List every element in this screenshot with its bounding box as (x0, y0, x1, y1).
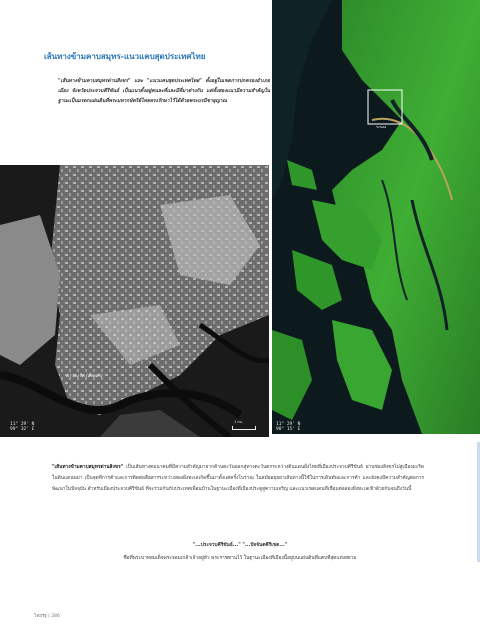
satellite-image-bw (0, 165, 269, 437)
map-box-label: ระนอง (376, 125, 387, 129)
wide-image-coordinate: 11° 29' N 98° 15' E (276, 422, 301, 432)
footer-separator: | (48, 614, 50, 619)
page-number: 286 (51, 614, 60, 619)
footer-section: ไทยรัฐ (34, 614, 47, 619)
quote-caption: ชื่อที่พระบาทสมเด็จพระจอมเกล้าเจ้าอยู่หัว พระราชทานไว้ ในฐานะเมืองที่เมืองนี้อยู่บนแผ่นดินที่แคบที่สุดแห่งสยาม (123, 556, 357, 561)
intro-paragraph: "เส้นทางข้ามคาบสมุทรด่านสิงขร" และ "แนวแคบสุดประเทศไทย" ตั้งอยู่ในเขตการปกครองอำเภอเมือง จังหวัดประจวบคีรีขันธ์ เป็นแนวตั้งอยู่คนละที่และมีที่มาต่างกัน แต่ทั้งสองแนวมีความสำคัญในฐานะเป็นมรดกแผ่นดินที่พระมหากษัตริย์ไทยทรงรักษาไว้ได้ด้วยพระบรมีชายุญาณ (58, 78, 270, 104)
body-lead: "เส้นทางข้ามคาบสมุทรด่านสิงขร" (52, 465, 124, 470)
scale-bar (232, 426, 256, 430)
scale-label: 1 กม. (234, 420, 243, 424)
page-footer (34, 612, 60, 619)
bw-satellite-graphic (0, 165, 269, 437)
quote-names: "...ประจวบคีรีขันธ์..." "...ปัจจันตคีรีเขต..." (192, 543, 288, 548)
satellite-image-wide (272, 0, 480, 434)
bw-image-coordinate: 11° 29' N 99° 32' E (10, 422, 35, 432)
body-text: เป็นเส้นทางคมนาคมที่มีความสำคัญมาจากด้านตะวันออกสู่ทางตะวันตกระหว่างดินแดนฝั่งไทยที่เมืองประจวบคีรีขันธ์ ผ่านช่องสิงขรไปสู่เมืองมะริดในดินแดนพม่า เป็นจุดที่การค้าและการติดต่อสื่อสารระหว่างสองฝั่งทะเลเกิดขึ้นมาตั้งแต่ครั้งโบราณ ในสมัยอยุธยาเส้นทางนี้ใช้ในการเดินทัพและการค้า และยังคงมีความสำคัญต่อการพัฒนาในปัจจุบัน สำหรับเมืองประจวบคีรีขันธ์ ที่จะร่วมกันกับประเทศเพื่อนบ้านในฐานะเมืองที่เมืองประตูสู่ความเจริญ และแนวเขตแดนที่เชื่อมต่อสองฝั่งทะเลเข้าด้วยกันจนถึงวันนี้ (52, 465, 424, 493)
place-label: อ่าวมะริด (ฝั่งพม่า) (66, 374, 103, 379)
body-paragraph (52, 462, 424, 496)
satellite-map-graphic (272, 0, 480, 434)
section-title: เส้นทางข้ามคาบสมุทร-แนวแคบสุดประเทศไทย (44, 52, 206, 61)
